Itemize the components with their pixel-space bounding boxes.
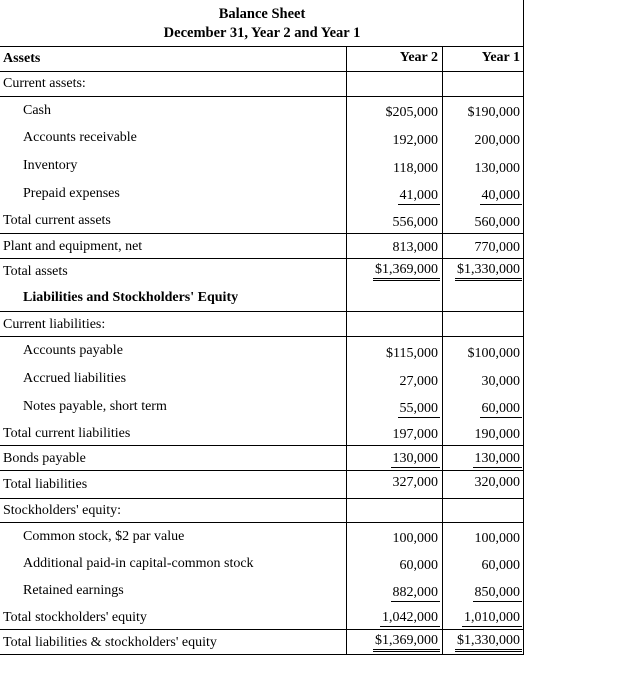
table-row	[0, 471, 524, 499]
table-row	[0, 630, 524, 655]
table-row	[0, 365, 524, 393]
year1-value: 60,000	[481, 401, 520, 416]
row-label: Stockholders' equity:	[3, 503, 122, 518]
year2-value: $115,000	[386, 346, 438, 361]
row-label: Accrued liabilities	[23, 371, 127, 386]
table-row	[0, 208, 524, 234]
row-label: Total stockholders' equity	[3, 609, 147, 625]
row-label: Total liabilities	[3, 477, 88, 492]
year2-value: 118,000	[393, 161, 438, 176]
year2-heading: Year 2	[399, 50, 438, 65]
year2-value: 192,000	[392, 133, 438, 148]
year1-value: 560,000	[474, 215, 520, 230]
table-row	[0, 312, 524, 337]
year2-value: 55,000	[399, 401, 438, 416]
row-label: Cash	[23, 102, 51, 118]
year2-value: 100,000	[392, 531, 438, 546]
year2-value: 130,000	[392, 451, 438, 466]
year1-value: 200,000	[474, 133, 520, 148]
year2-value: 882,000	[392, 585, 438, 600]
year1-value: 30,000	[481, 374, 520, 389]
year1-value: $1,330,000	[455, 633, 522, 652]
row-label: Total current assets	[3, 213, 111, 228]
row-label: Prepaid expenses	[23, 186, 120, 201]
table-row	[0, 97, 524, 124]
table-row	[0, 259, 524, 284]
year2-value: 197,000	[392, 427, 438, 442]
year2-value: $1,369,000	[373, 633, 440, 652]
year1-value: 40,000	[481, 188, 520, 203]
table-subtitle: December 31, Year 2 and Year 1	[163, 25, 361, 41]
row-label: Common stock, $2 par value	[23, 528, 185, 544]
liabilities-heading: Liabilities and Stockholders' Equity	[23, 289, 239, 305]
year1-value: 130,000	[474, 451, 520, 466]
year1-value: 1,010,000	[464, 610, 520, 625]
row-label: Plant and equipment, net	[3, 238, 143, 254]
row-label: Notes payable, short term	[23, 399, 167, 414]
year1-heading: Year 1	[481, 50, 520, 65]
year2-value: $1,369,000	[373, 262, 440, 281]
row-label: Retained earnings	[23, 583, 124, 598]
year1-value: $100,000	[467, 346, 520, 361]
year1-value: $1,330,000	[455, 262, 522, 281]
row-label: Current liabilities:	[3, 316, 106, 332]
column-header-row	[0, 46, 524, 72]
year2-value: 60,000	[399, 558, 438, 573]
year1-value: 100,000	[474, 531, 520, 546]
row-label: Current assets:	[3, 76, 86, 91]
year2-value: 27,000	[399, 374, 438, 389]
table-row	[0, 523, 524, 550]
year2-value: $205,000	[385, 105, 438, 120]
row-label: Total current liabilities	[3, 425, 131, 441]
table-row	[0, 393, 524, 421]
year2-value: 813,000	[392, 240, 438, 255]
year2-value: 327,000	[392, 475, 438, 490]
table-row	[0, 421, 524, 446]
table-row	[0, 499, 524, 523]
table-row	[0, 577, 524, 605]
table-row	[0, 550, 524, 577]
year1-value: 850,000	[474, 585, 520, 600]
year1-value: 320,000	[474, 475, 520, 490]
table-row	[0, 446, 524, 471]
table-row	[0, 72, 524, 96]
row-label: Total liabilities & stockholders' equity	[3, 634, 217, 650]
table-row	[0, 284, 524, 311]
assets-heading: Assets	[3, 51, 41, 66]
row-label: Total assets	[3, 263, 68, 279]
table-row	[0, 234, 524, 259]
year2-value: 556,000	[392, 215, 438, 230]
year1-value: 770,000	[474, 240, 520, 255]
row-label: Accounts receivable	[23, 130, 137, 145]
year1-value: 130,000	[474, 161, 520, 176]
year1-value: 190,000	[474, 427, 520, 442]
year2-value: 1,042,000	[382, 610, 438, 625]
row-label: Additional paid-in capital-common stock	[23, 555, 254, 571]
table-title-block	[0, 0, 524, 47]
row-label: Inventory	[23, 158, 78, 173]
year1-value: 60,000	[481, 558, 520, 573]
year1-value: $190,000	[467, 105, 520, 120]
table-row	[0, 605, 524, 630]
table-row	[0, 180, 524, 208]
row-label: Bonds payable	[3, 450, 86, 466]
row-label: Accounts payable	[23, 343, 123, 358]
table-title: Balance Sheet	[218, 6, 306, 22]
table-row	[0, 337, 524, 365]
table-row	[0, 124, 524, 152]
year2-value: 41,000	[399, 188, 438, 203]
table-row	[0, 152, 524, 180]
